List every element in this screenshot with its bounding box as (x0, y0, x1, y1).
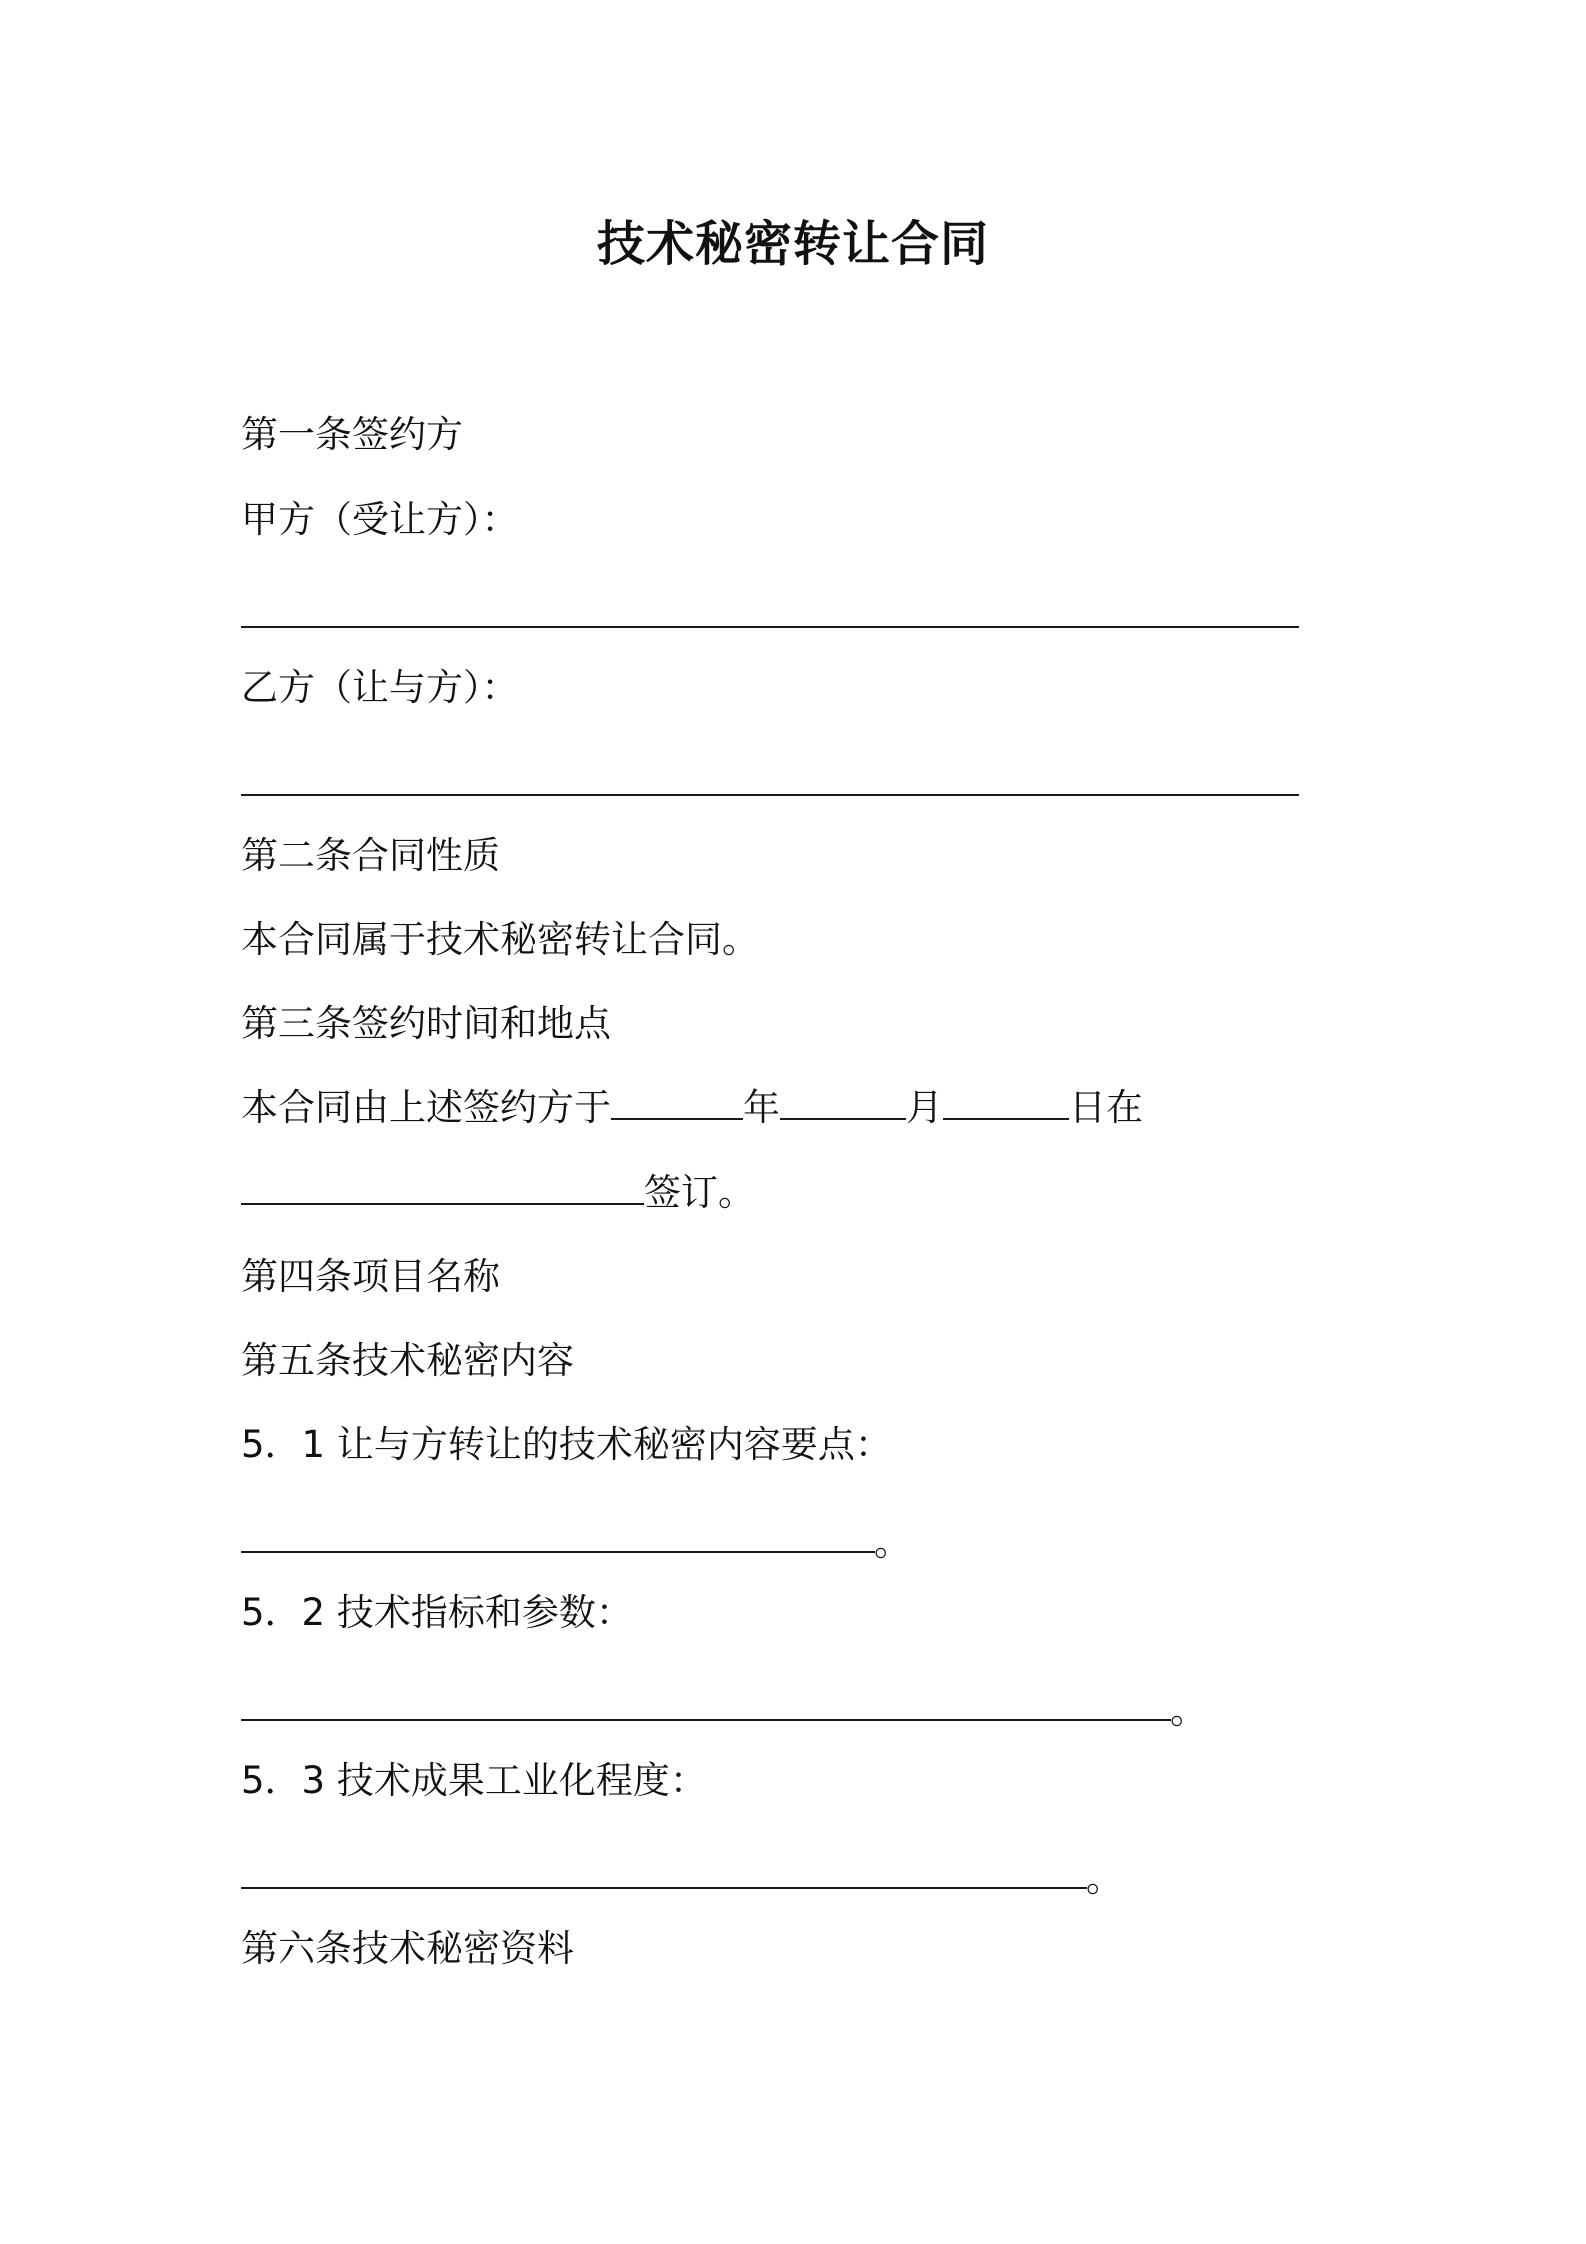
article-3-place-line (241, 1168, 755, 1218)
party-a-blank-line (241, 626, 1299, 628)
article-5-item-2: 5．2 技术指标和参数： (241, 1591, 633, 1634)
month-label: 月 (906, 1086, 943, 1129)
article-1-heading: 第一条签约方 (241, 413, 463, 456)
article-5-item-3: 5．3 技术成果工业化程度： (241, 1759, 707, 1802)
day-at-label: 日在 (1069, 1086, 1143, 1129)
item-3-period: 。 (1086, 1857, 1123, 1900)
party-b-label: 乙方（让与方）： (241, 666, 519, 709)
year-blank (611, 1084, 743, 1120)
item-2-period: 。 (1170, 1689, 1207, 1732)
item-1-blank-line (241, 1551, 875, 1553)
article-5-heading: 第五条技术秘密内容 (241, 1339, 574, 1382)
document-title: 技术秘密转让合同 (596, 216, 989, 272)
article-3-date-line (241, 1083, 1143, 1133)
party-a-label: 甲方（受让方）： (241, 498, 519, 541)
place-blank (241, 1169, 644, 1205)
year-label: 年 (743, 1086, 780, 1129)
article-4-heading: 第四条项目名称 (241, 1255, 500, 1298)
article-3-text-prefix: 本合同由上述签约方于 (241, 1086, 611, 1129)
item-3-blank-line (241, 1887, 1087, 1889)
article-3-heading: 第三条签约时间和地点 (241, 1002, 611, 1045)
article-2-heading: 第二条合同性质 (241, 834, 500, 877)
signed-label: 签订。 (644, 1171, 755, 1214)
article-2-text: 本合同属于技术秘密转让合同。 (241, 918, 759, 961)
day-blank (943, 1084, 1069, 1120)
month-blank (780, 1084, 906, 1120)
item-2-blank-line (241, 1719, 1171, 1721)
party-b-blank-line (241, 794, 1299, 796)
article-6-heading: 第六条技术秘密资料 (241, 1927, 574, 1970)
item-1-period: 。 (874, 1521, 911, 1564)
article-5-item-1: 5．1 让与方转让的技术秘密内容要点： (241, 1423, 892, 1466)
